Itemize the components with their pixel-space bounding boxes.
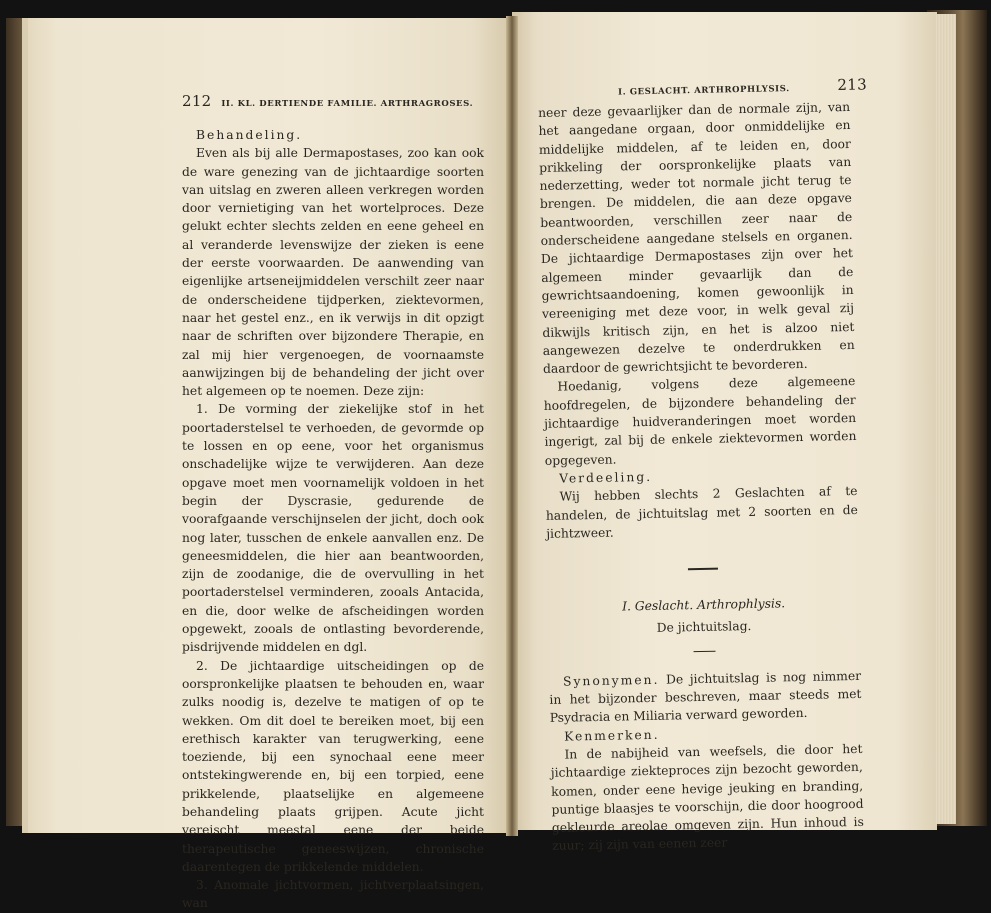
section-heading-behandeling: Behandeling. [196,128,303,142]
right-running-head: I. GESLACHT. ARTHROPHLYSIS. [617,84,790,98]
section-heading-synonymen: Synonymen. [562,672,660,689]
genus-subtitle: De jichtuitslag. [656,619,752,636]
right-paragraph-1: neer deze gevaarlijker dan de normale zijn, van het aangedane orgaan, door onmiddelijke en middelijke middelen, af te leiden en, door prikkeling der oorspronkelijke plaats van nederzetting, weder tot normale jicht terug te brengen. De middelen, die aan deze opgave beantwoorden, verschillen zeer naar de onderscheidene aangedane stelsels en organen. De jichtaardige Dermapostases zijn over het algemeen minder gevaarlijk dan de gewrichtsaandoening, komen gewoonlijk in vereeniging met deze voor, in welk geval zij dikwijls kritisch zijn, en het is alzoo niet aangewezen dezelve te onderdrukken en daardoor de gewrichtsjicht te bevorderen. [538,100,855,377]
left-page-number: 212 [182,92,212,110]
left-paragraph-1: Even als bij alle Dermapostases, zoo kan ook de ware genezing van de jichtaardige soorten van uitslag en zweren alleen verkregen worden door vernietiging van het wortelproces. Deze gelukt echter slechts zelden en eene geheel en al veranderde levenswijze der zieken is eene der eerste voorwaarden. De aanwending van eigenlijke artseneijmiddelen verschilt zeer naar de onderscheidene tijdperken, ziektevormen, naar het gestel enz., en ik verwijs in dit opzigt naar de schriften over bijzondere Therapie, en zal mij hier vergenoegen, de voornaamste aanwijzingen bij de behandeling der jicht over het algemeen op te noemen. Deze zijn: [182,146,484,399]
book-gutter [506,16,518,836]
verdeeling-text: Wij hebben slechts 2 Geslachten af te handelen, de jichtuitslag met 2 soorten en de jichtzweer. [545,484,858,541]
kenmerken-text: In de nabijheid van weefsels, die door het jichtaardige ziekteproces zijn bezocht geworden, komen, onder eene hevige jeuking en branding, puntige blaasjes te voorschijn, die door hoogrood gekleurde areolae omgeven zijn. Hun inhoud is zuur; zij zijn van eenen zeer [550,741,864,854]
section-heading-kenmerken: Kenmerken. [564,727,660,744]
right-text-column [538,98,864,856]
left-paragraph-4: 3. Anomale jichtvormen, jichtverplaatsingen, wan [182,878,484,911]
left-header [182,92,473,110]
section-heading-verdeeling: Verdeeling. [559,469,653,486]
right-paragraph-2: Hoedanig, volgens deze algemeene hoofdregelen, de bijzondere behandeling der jichtaardige huidveranderingen moet worden ingerigt, zal bij de enkele ziektevormen worden opgegeven. [543,374,857,468]
page-edges [936,14,956,824]
left-text-column [182,126,484,913]
left-running-head: II. KL. DERTIENDE FAMILIE. ARTHRAGROSES. [221,99,474,109]
genus-title: I. Geslacht. Arthrophlysis. [622,596,786,614]
left-paragraph-2: 1. De vorming der ziekelijke stof in het poortaderstelsel te verhoeden, de gevormde op te lossen en op eene, voor het organismus onschadelijke wijze te verwijderen. Aan deze opgave moet men voornamelijk voldoen in het begin der Dyscrasie, gedurende de voorafgaande verschijnselen der jicht, doch ook nog later, tusschen de enkele aanvallen enz. De geneesmiddelen, die hier aan beantwoorden, zijn de zoodanige, die de overvulling in het poortaderstelsel verminderen, zooals Antacida, en die, door welke de afscheidingen worden opgewekt, zooals de ontlasting bevorderende, pisdrijvende middelen en dgl. [182,402,484,655]
synonymen-text: De jichtuitslag is nog nimmer in het bijzonder beschreven, maar steeds met Psydracia en Miliaria verward geworden. [549,668,862,726]
right-page-number: 213 [837,75,868,95]
left-paragraph-3: 2. De jichtaardige uitscheidingen op de oorspronkelijke plaatsen te behouden en, waar zulks noodig is, dezelve te matigen of op te wekken. Om dit doel te bereiken moet, bij een erethisch karakter van terugwerking, eene toeziende, bij een synochaal eene meer ontstekingwerende en, bij een torpied, eene prikkelende, plaatselijke en algemeene behandeling plaats grijpen. Acute jicht vereischt meestal eene der beide therapeutische geneeswijzen, chronische daarentegen de prikkelende middelen. [182,658,484,874]
